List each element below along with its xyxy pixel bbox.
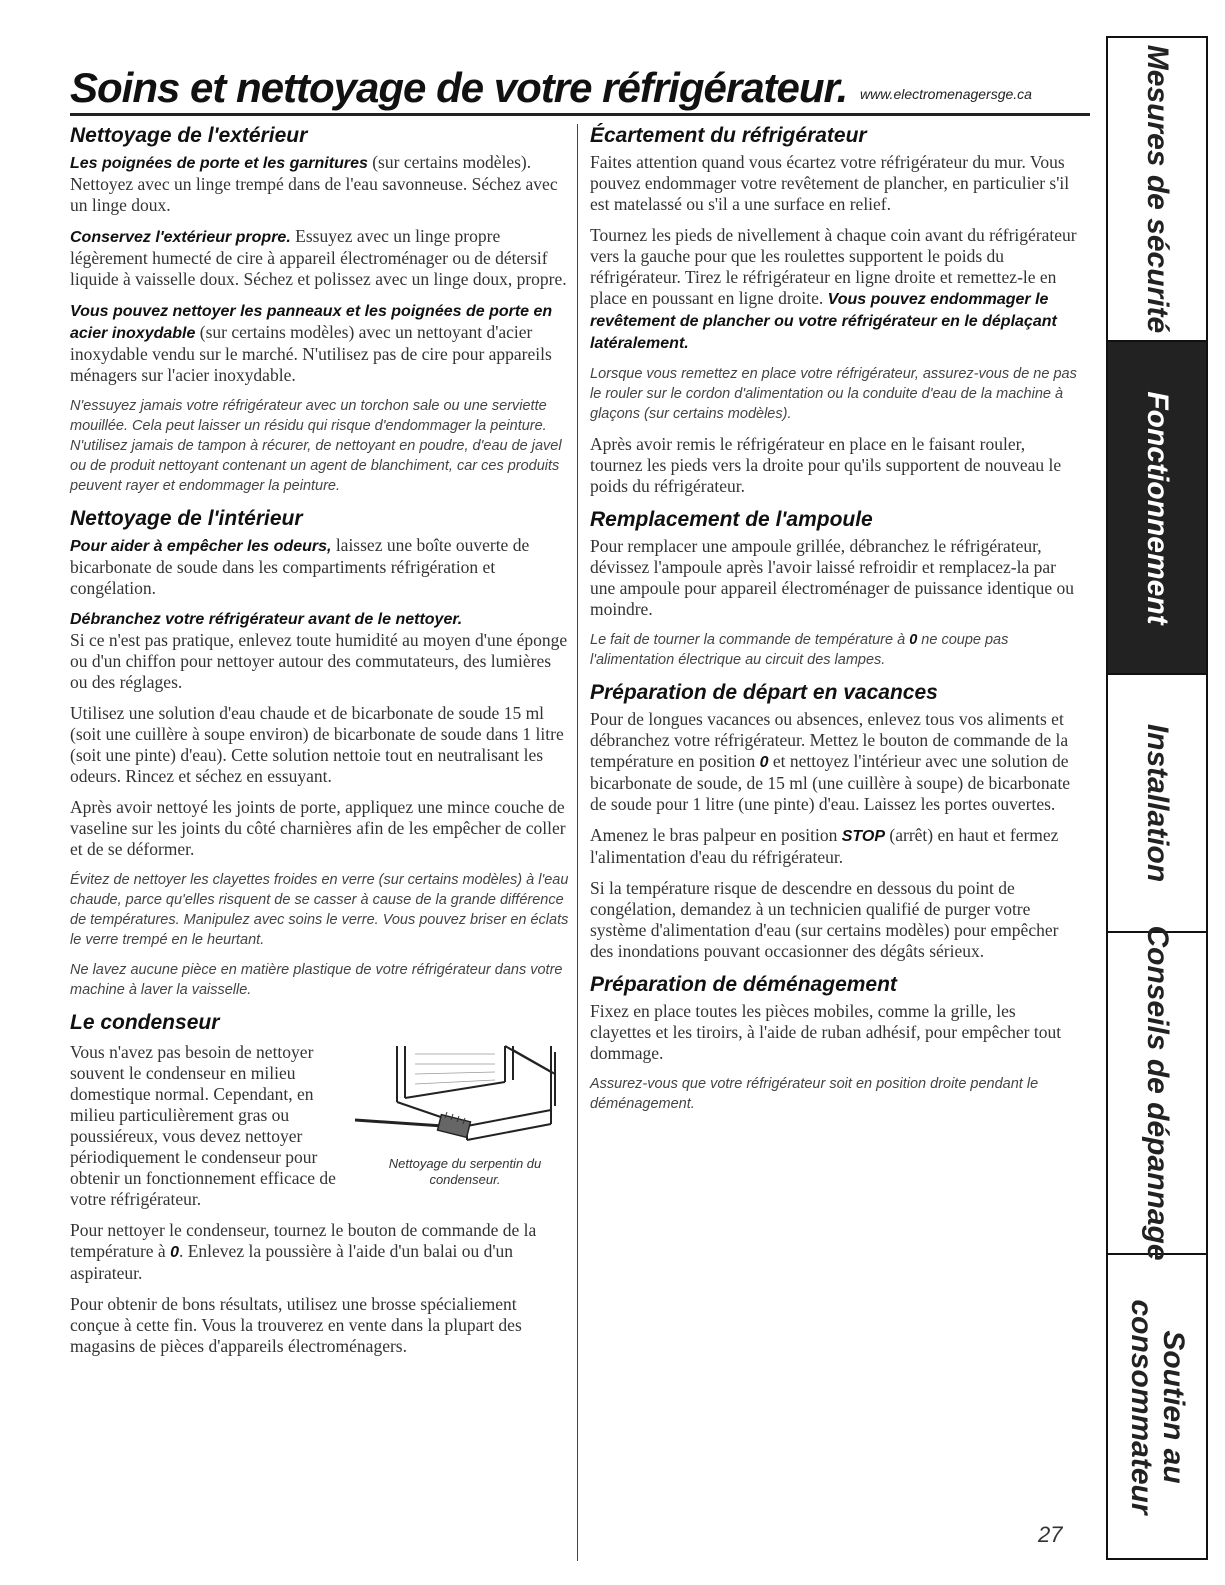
left-column (70, 123, 570, 1367)
tab-installation[interactable] (1108, 675, 1206, 933)
moving-out-paragraph-3: Après avoir remis le réfrigérateur en place en le faisant rouler, tournez les pieds vers la droite pour qu'ils supportent de nouveau le poids du réfrigérateur. (590, 434, 1062, 496)
tab-label: Conseils de dépannage (1141, 925, 1174, 1261)
bulb-paragraph-1: Pour remplacer une ampoule grillée, débranchez le réfrigérateur, dévissez l'ampoule après l'avoir laissé refroidir et remplacez-la par une ampoule pour appareil électroménager de puissance identique ou moindre. (590, 536, 1074, 619)
interior-paragraph-4: Après avoir nettoyé les joints de porte, appliquez une mince couche de vaseline sur les joints du côté charnières afin de les empêcher de coller et de se déformer. (70, 797, 566, 859)
page-title: Soins et nettoyage de votre réfrigérateur. (70, 64, 848, 111)
interior-note-glass: Évitez de nettoyer les clayettes froides en verre (sur certains modèles) à l'eau chaude, parce qu'elles risquent de se casser à cause de la grande différence de températures. Manipulez avec soins le verre. Vous pouvez briser en éclats le verre trempé en le heurtant. (70, 872, 569, 948)
section-sidebar (1106, 36, 1208, 1560)
bulb-heading: Remplacement de l'ampoule (590, 508, 873, 531)
website-link[interactable]: www.electromenagersge.ca (860, 86, 1032, 102)
tab-label: Mesures de sécurité (1141, 44, 1174, 334)
interior-paragraph-1: Pour aider à empêcher les odeurs, laissez une boîte ouverte de bicarbonate de soude dans les compartiments réfrigération et congélation. (70, 535, 530, 598)
interior-unplug: Débranchez votre réfrigérateur avant de le nettoyer. Si ce n'est pas pratique, enlevez toute humidité au moyen d'une éponge ou d'un chiffon pour nettoyer autour des commutateurs, des lumières ou des réglages. (70, 611, 568, 692)
condenser-caption: Nettoyage du serpentin du condenseur. (388, 1156, 542, 1187)
bulb-note: Le fait de tourner la commande de température à 0 ne coupe pas l'alimentation électrique au circuit des lampes. (590, 632, 1009, 668)
title-rule (70, 113, 1090, 116)
page-number: 27 (1038, 1522, 1063, 1547)
moving-section (590, 972, 1078, 1114)
vacation-paragraph-3: Si la température risque de descendre en dessous du point de congélation, demandez à un technicien qualifié de purger votre système d'alimentation d'eau (sur certains modèles) pour empêcher des inondations pouvant occasionner des dégâts sérieux. (590, 878, 1059, 961)
moving-out-note: Lorsque vous remettez en place votre réfrigérateur, assurez-vous de ne pas le rouler sur le cordon d'alimentation ou la conduite d'eau de la machine à glaçons (sur certains modèles). (590, 366, 1077, 422)
vacation-section (590, 680, 1078, 962)
moving-out-paragraph-2: Tournez les pieds de nivellement à chaque coin avant du réfrigérateur vers la gauche pour que les roulettes supportent le poids du réfrigérateur. Tirez le réfrigérateur en ligne droite et remettez-le en place en poussant en ligne droite. Vous pouvez endommager le revêtement de plancher ou votre réfrigérateur en le déplaçant latéralement. (590, 225, 1077, 352)
exterior-paragraph-3: Vous pouvez nettoyer les panneaux et les poignées de porte en acier inoxydable (sur certains modèles) avec un nettoyant d'acier inoxydable vendu sur le marché. N'utilisez pas de cire pour appareils ménagers sur l'acier inoxydable. (70, 303, 553, 385)
tab-fonctionnement[interactable] (1108, 342, 1206, 675)
interior-section (70, 506, 570, 1000)
tab-label: Fonctionnement (1141, 390, 1174, 625)
column-divider (577, 124, 578, 1561)
condenser-paragraph-1: Vous n'avez pas besoin de nettoyer souvent le condenseur en milieu domestique normal. Cependant, en milieu particulièrement gras ou poussiéreux, vous devez nettoyer périodiquement le condenseur pour obtenir un fonctionnement efficace de votre réfrigérateur. (70, 1042, 336, 1209)
moving-out-paragraph-1: Faites attention quand vous écartez votre réfrigérateur du mur. Vous pouvez endommager votre revêtement de plancher, en particulier s'il est matelassé ou s'il a une surface en relief. (590, 152, 1070, 214)
condenser-figure (345, 1042, 570, 1192)
tab-label: Soutien au consommateur (1125, 1298, 1190, 1515)
vacation-heading: Préparation de départ en vacances (590, 681, 938, 704)
condenser-paragraph-3: Pour obtenir de bons résultats, utilisez une brosse spécialiement conçue à cette fin. Vous la trouverez en vente dans la plupart des magasins de pièces d'appareils électroménagers. (70, 1294, 522, 1356)
exterior-note: N'essuyez jamais votre réfrigérateur avec un torchon sale ou une serviette mouillée. Cela peut laisser un résidu qui risque d'endommager la peinture. N'utilisez jamais de tampon à récurer, de nettoyant en poudre, d'eau de javel ou de produit nettoyant contenant un agent de blanchiment, car ces produits peuvent rayer et endommager la peinture. (70, 398, 562, 494)
exterior-paragraph-1: Les poignées de porte et les garnitures (sur certains modèles). Nettoyez avec un linge trempé dans de l'eau savonneuse. Séchez avec un linge doux. (70, 152, 558, 215)
interior-paragraph-3: Utilisez une solution d'eau chaude et de bicarbonate de soude 15 ml (soit une cuillère à soupe environ) de bicarbonate de soude dans 1 litre (soit une pinte) d'eau). Cette solution nettoie tout en neutralisant les odeurs. Rincez et séchez en essuyant. (70, 703, 564, 786)
vacation-paragraph-2: Amenez le bras palpeur en position STOP (arrêt) en haut et fermez l'alimentation d'eau du réfrigérateur. (590, 825, 1059, 867)
tab-mesures-de-securite[interactable] (1108, 38, 1206, 342)
interior-heading: Nettoyage de l'intérieur (70, 507, 303, 530)
exterior-heading: Nettoyage de l'extérieur (70, 124, 308, 147)
moving-paragraph-1: Fixez en place toutes les pièces mobiles, comme la grille, les clayettes et les tiroirs, à l'aide de ruban adhésif, pour empêcher tout dommage. (590, 1001, 1062, 1063)
condenser-illustration (355, 1042, 570, 1154)
right-column (590, 123, 1078, 1124)
interior-note-plastic: Ne lavez aucune pièce en matière plastique de votre réfrigérateur dans votre machine à laver la vaisselle. (70, 962, 563, 998)
moving-heading: Préparation de déménagement (590, 973, 897, 996)
condenser-paragraph-2: Pour nettoyer le condenseur, tournez le bouton de commande de la température à 0. Enlevez la poussière à l'aide d'un balai ou d'un aspirateur. (70, 1220, 537, 1283)
moving-out-section (590, 123, 1078, 497)
vacation-paragraph-1: Pour de longues vacances ou absences, enlevez tous vos aliments et débranchez votre réfrigérateur. Mettez le bouton de commande de la température en position 0 et nettoyez l'intérieur avec une solution de bicarbonate de soude, de 15 ml (une cuillère à soupe) de bicarbonate de soude pour 1 litre (une pinte) d'eau. Laissez les portes ouvertes. (590, 709, 1071, 814)
moving-note: Assurez-vous que votre réfrigérateur soit en position droite pendant le déménagement. (590, 1076, 1039, 1112)
exterior-section (70, 123, 570, 496)
tab-conseils-de-depannage[interactable] (1108, 925, 1206, 1261)
exterior-paragraph-2: Conservez l'extérieur propre. Essuyez avec un linge propre légèrement humecté de cire à appareil électroménager ou de détersif liquide à vaisselle doux. Séchez et polissez avec un linge doux, propre. (70, 226, 567, 289)
tab-soutien-au-consommateur[interactable] (1108, 1255, 1206, 1558)
bulb-section (590, 507, 1078, 670)
condenser-heading: Le condenseur (70, 1011, 220, 1034)
condenser-section (70, 1010, 570, 1357)
moving-out-heading: Écartement du réfrigérateur (590, 124, 867, 147)
tab-label: Installation (1141, 723, 1174, 883)
